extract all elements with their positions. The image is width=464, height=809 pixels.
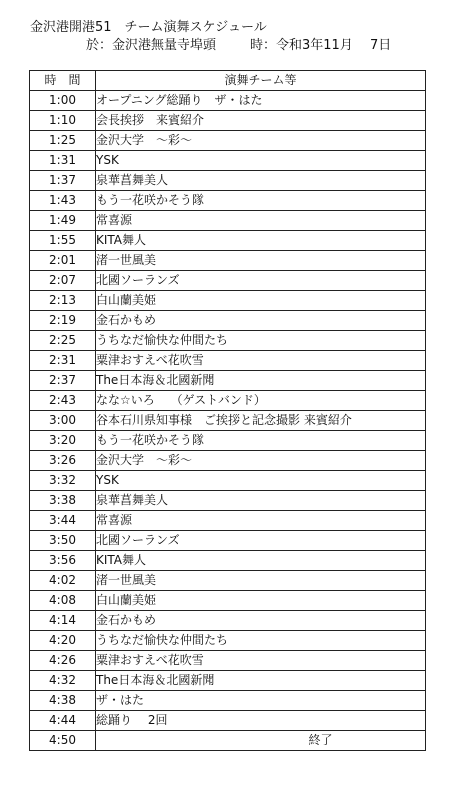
- time-cell: 2:07: [30, 271, 96, 291]
- table-row: [30, 611, 426, 631]
- time-cell: 2:19: [30, 311, 96, 331]
- table-row: [30, 251, 426, 271]
- time-cell: 3:38: [30, 491, 96, 511]
- table-row: [30, 391, 426, 411]
- time-cell: 4:02: [30, 571, 96, 591]
- team-cell: もう一花咲かそう隊: [96, 431, 426, 451]
- team-cell: 北國ソーランズ: [96, 271, 426, 291]
- team-cell: 総踊り 2回: [96, 711, 426, 731]
- table-row: [30, 511, 426, 531]
- time-cell: 3:44: [30, 511, 96, 531]
- team-cell: YSK: [96, 471, 426, 491]
- table-row: [30, 151, 426, 171]
- time-cell: 3:20: [30, 431, 96, 451]
- team-cell: 北國ソーランズ: [96, 531, 426, 551]
- location-text: 於：金沢港無量寺埠頭: [86, 38, 217, 53]
- time-cell: 4:14: [30, 611, 96, 631]
- time-cell: 2:25: [30, 331, 96, 351]
- time-cell: 1:00: [30, 91, 96, 111]
- time-cell: 1:25: [30, 131, 96, 151]
- time-cell: 1:10: [30, 111, 96, 131]
- time-cell: 4:26: [30, 651, 96, 671]
- time-cell: 1:43: [30, 191, 96, 211]
- table-row: [30, 671, 426, 691]
- team-cell: KITA舞人: [96, 551, 426, 571]
- team-cell: 金石かもめ: [96, 611, 426, 631]
- table-row: [30, 291, 426, 311]
- table-row: [30, 231, 426, 251]
- document-title: 金沢港開港51 チーム演舞スケジュール: [30, 20, 267, 35]
- table-row: [30, 331, 426, 351]
- table-row: [30, 171, 426, 191]
- header-time: 時 間: [30, 71, 96, 91]
- team-cell: 粟津おすえべ花吹雪: [96, 351, 426, 371]
- team-cell: もう一花咲かそう隊: [96, 191, 426, 211]
- table-row: [30, 431, 426, 451]
- time-cell: 2:37: [30, 371, 96, 391]
- schedule-table: [29, 70, 426, 751]
- table-row: [30, 711, 426, 731]
- table-row: [30, 131, 426, 151]
- header-team: 演舞チーム等: [96, 71, 426, 91]
- table-row: [30, 271, 426, 291]
- table-row: [30, 571, 426, 591]
- team-cell: うちなだ愉快な仲間たち: [96, 631, 426, 651]
- table-row: [30, 491, 426, 511]
- table-row: [30, 411, 426, 431]
- time-cell: 4:32: [30, 671, 96, 691]
- team-cell: 白山蘭美姫: [96, 291, 426, 311]
- time-cell: 4:44: [30, 711, 96, 731]
- table-row: [30, 451, 426, 471]
- team-cell: 金沢大学 ～彩～: [96, 451, 426, 471]
- team-cell: 渚一世風美: [96, 571, 426, 591]
- table-row: [30, 351, 426, 371]
- time-cell: 4:38: [30, 691, 96, 711]
- schedule-rows: [30, 91, 426, 751]
- time-cell: 1:55: [30, 231, 96, 251]
- time-cell: 1:37: [30, 171, 96, 191]
- time-cell: 2:13: [30, 291, 96, 311]
- time-cell: 3:32: [30, 471, 96, 491]
- team-cell: うちなだ愉快な仲間たち: [96, 331, 426, 351]
- team-cell: 会長挨拶 来賓紹介: [96, 111, 426, 131]
- team-cell: KITA舞人: [96, 231, 426, 251]
- table-row: [30, 191, 426, 211]
- table-row: [30, 691, 426, 711]
- team-cell: 泉華菖舞美人: [96, 171, 426, 191]
- time-cell: 2:31: [30, 351, 96, 371]
- table-row: [30, 631, 426, 651]
- team-cell: 金石かもめ: [96, 311, 426, 331]
- table-row: [30, 111, 426, 131]
- table-row: [30, 551, 426, 571]
- team-cell: 常喜源: [96, 511, 426, 531]
- time-cell: 2:01: [30, 251, 96, 271]
- table-row: [30, 531, 426, 551]
- time-cell: 3:26: [30, 451, 96, 471]
- table-header-row: [30, 71, 426, 91]
- time-cell: 1:31: [30, 151, 96, 171]
- table-row: [30, 371, 426, 391]
- date-text: 時：令和3年11月 7日: [250, 38, 392, 53]
- table-row: [30, 311, 426, 331]
- time-cell: 1:49: [30, 211, 96, 231]
- team-cell: YSK: [96, 151, 426, 171]
- team-cell: 泉華菖舞美人: [96, 491, 426, 511]
- table-row: [30, 471, 426, 491]
- team-cell: オープニング総踊り ザ・はた: [96, 91, 426, 111]
- time-cell: 4:20: [30, 631, 96, 651]
- team-cell: 金沢大学 ～彩～: [96, 131, 426, 151]
- team-cell: The日本海＆北國新聞: [96, 671, 426, 691]
- time-cell: 2:43: [30, 391, 96, 411]
- team-cell: 白山蘭美姫: [96, 591, 426, 611]
- table-row: [30, 211, 426, 231]
- team-cell: 渚一世風美: [96, 251, 426, 271]
- time-cell: 3:50: [30, 531, 96, 551]
- table-row: [30, 651, 426, 671]
- time-cell: 3:56: [30, 551, 96, 571]
- team-cell: 常喜源: [96, 211, 426, 231]
- team-cell: なな☆いろ （ゲストバンド）: [96, 391, 426, 411]
- team-cell: 粟津おすえべ花吹雪: [96, 651, 426, 671]
- time-cell: 3:00: [30, 411, 96, 431]
- team-cell: 谷本石川県知事様 ご挨拶と記念撮影 来賓紹介: [96, 411, 426, 431]
- team-cell: 終了: [96, 731, 426, 751]
- team-cell: The日本海＆北國新聞: [96, 371, 426, 391]
- table-row: [30, 731, 426, 751]
- table-row: [30, 91, 426, 111]
- document-subtitle: [86, 38, 391, 54]
- time-cell: 4:50: [30, 731, 96, 751]
- table-row: [30, 591, 426, 611]
- time-cell: 4:08: [30, 591, 96, 611]
- team-cell: ザ・はた: [96, 691, 426, 711]
